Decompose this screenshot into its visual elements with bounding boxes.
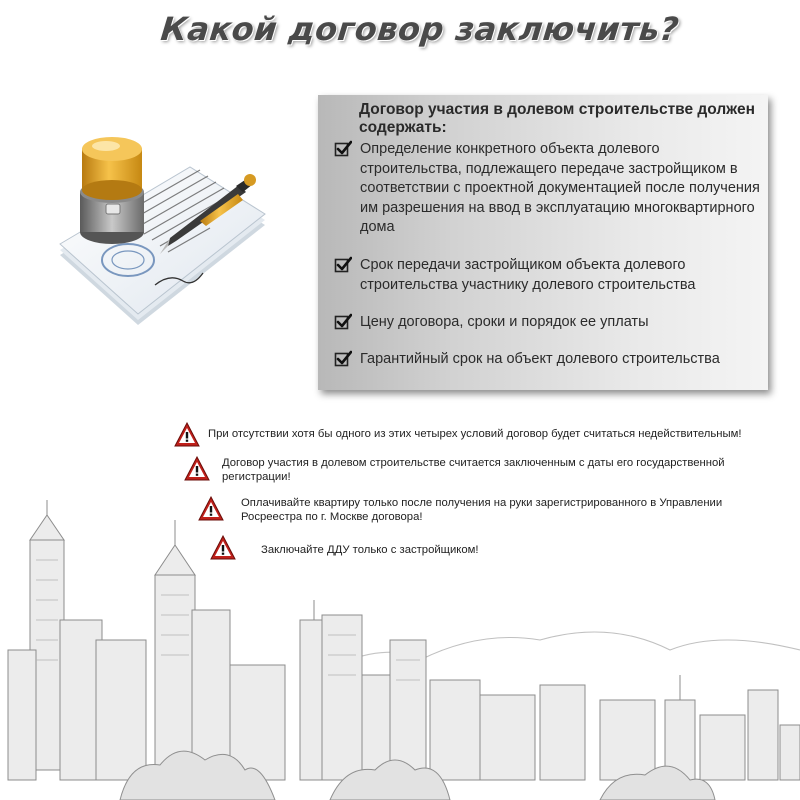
warning-item bbox=[198, 496, 768, 524]
warning-item bbox=[174, 422, 784, 448]
requirement-text: Определение конкретного объекта долевого строительства, подлежащего передаче застройщиком в соответствии с проектной документацией после получения им разрешения на ввод в эксплуатацию многоквартирного дома bbox=[360, 141, 760, 236]
contract-stamp-illustration bbox=[50, 120, 280, 350]
check-icon bbox=[334, 140, 352, 158]
requirement-text: Цену договора, сроки и порядок ее уплаты bbox=[360, 314, 649, 330]
warning-item bbox=[210, 535, 610, 561]
warning-icon bbox=[184, 456, 210, 482]
requirement-item bbox=[334, 140, 764, 238]
warning-text: При отсутствии хотя бы одного из этих четырех условий договор будет считаться недействительным! bbox=[208, 428, 742, 440]
check-icon bbox=[334, 313, 352, 331]
warning-icon bbox=[174, 422, 200, 448]
check-icon bbox=[334, 350, 352, 368]
requirement-text: Гарантийный срок на объект долевого строительства bbox=[360, 351, 720, 367]
check-icon bbox=[334, 256, 352, 274]
warning-text: Оплачивайте квартиру только после получения на руки зарегистрированного в Управлении Росреестра по г. Москве договора! bbox=[241, 497, 723, 523]
warning-icon bbox=[198, 496, 224, 522]
requirements-panel bbox=[318, 95, 768, 390]
panel-heading: Договор участия в долевом строительстве должен содержать: bbox=[359, 101, 755, 136]
warning-icon bbox=[210, 535, 236, 561]
warning-text: Заключайте ДДУ только с застройщиком! bbox=[261, 544, 479, 556]
requirement-item bbox=[334, 256, 764, 295]
warning-text: Договор участия в долевом строительстве считается заключенным с даты его государственной регистрации! bbox=[222, 457, 725, 483]
requirement-text: Срок передачи застройщиком объекта долевого строительства участнику долевого строительства bbox=[360, 257, 696, 293]
stamp-icon bbox=[80, 137, 144, 244]
requirement-item bbox=[334, 313, 764, 333]
requirement-item bbox=[334, 350, 764, 370]
page-title: Какой договор заключить? bbox=[158, 10, 681, 48]
warning-item bbox=[184, 456, 764, 484]
